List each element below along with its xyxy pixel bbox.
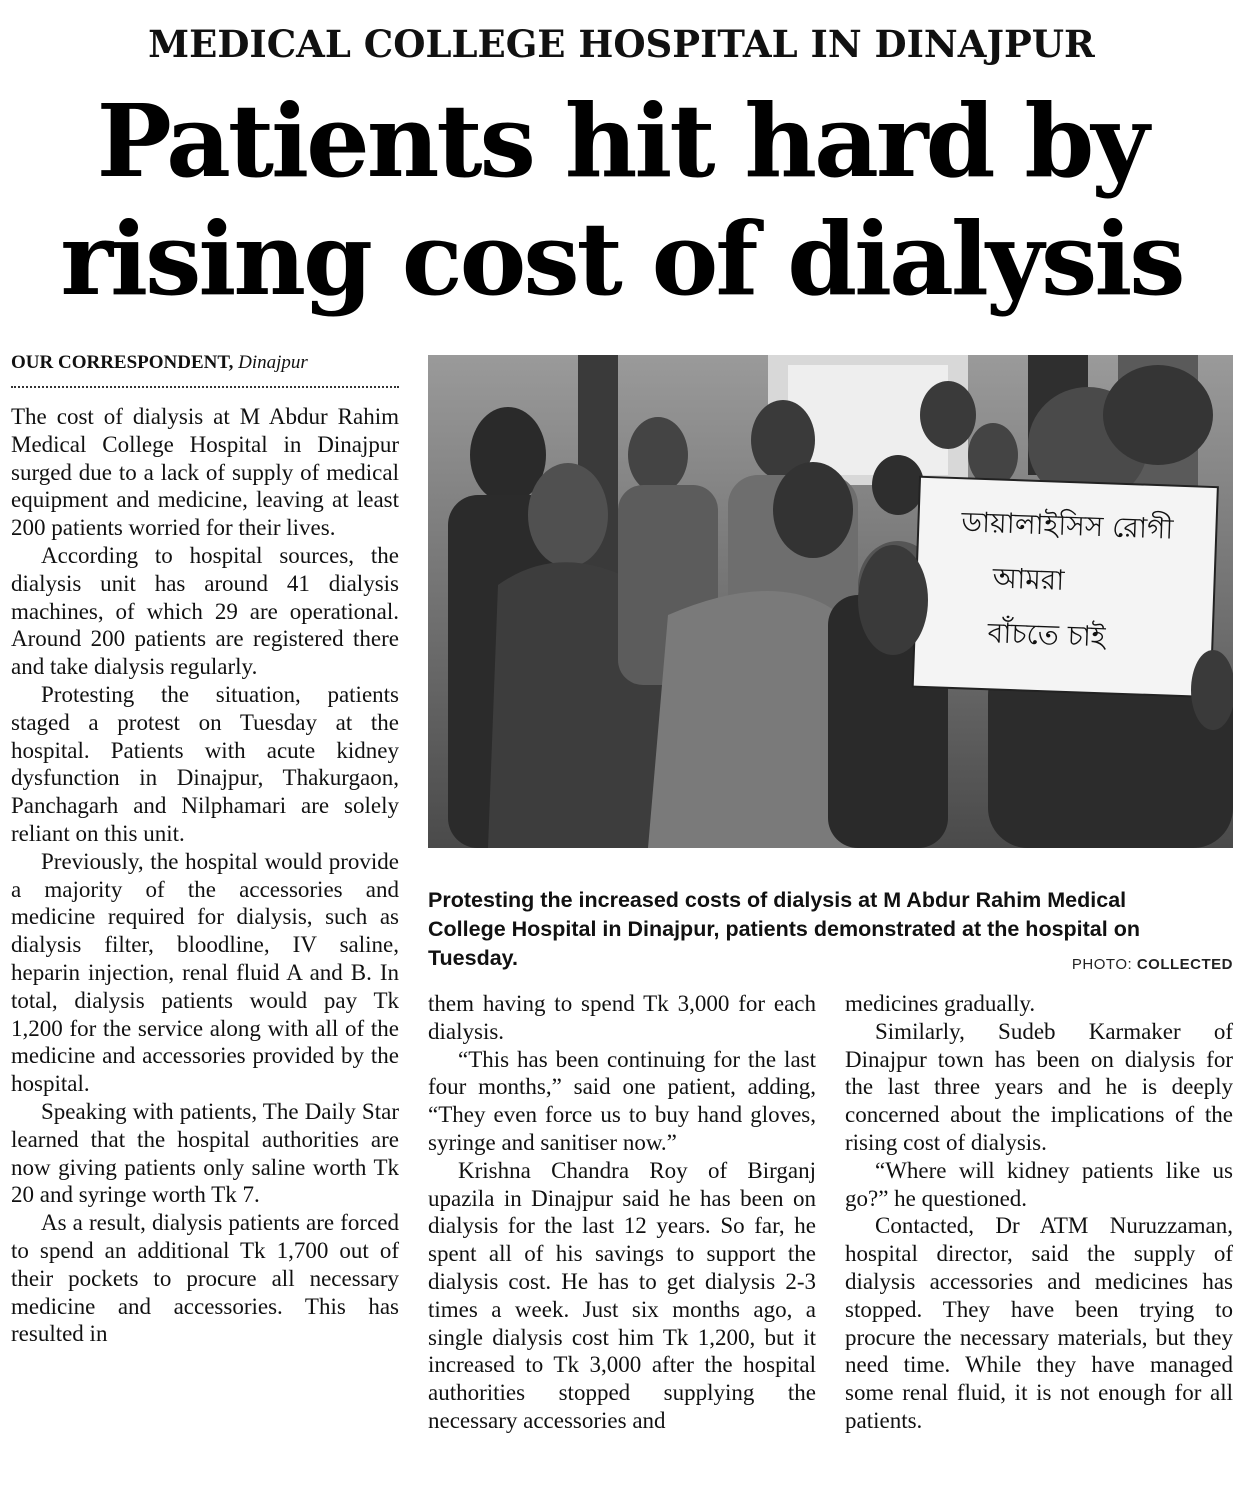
col2-paragraph: “This has been continuing for the last four months,” said one patient, adding, “They even force us to buy hand gloves, syringe and sanitiser now.”	[428, 1046, 816, 1155]
col1-paragraph: Previously, the hospital would provide a majority of the accessories and medicine required for dialysis, such as dialysis filter, bloodline, IV saline, heparin injection, renal fluid A and B. In total, dialysis patients would pay Tk 1,200 for the service along with all of the medicine and accessories provided by the hospital.	[11, 848, 399, 1097]
col3-paragraph: Similarly, Sudeb Karmaker of Dinajpur town has been on dialysis for the last three years and he is deeply concerned about the implications of the rising cost of dialysis.	[845, 1018, 1233, 1155]
news-photo	[428, 355, 1233, 848]
byline	[11, 352, 399, 374]
placard-line-3: বাঁচতে চাই	[987, 616, 1107, 654]
placard-line-1: ডায়ালাইসিস রোগী	[960, 505, 1174, 546]
protest-photo-illustration	[428, 355, 1233, 848]
col1-paragraph: According to hospital sources, the dialysis unit has around 41 dialysis machines, of which 29 are operational. Around 200 patients are registered there and take dialysis regularly.	[11, 542, 399, 680]
col1-paragraph: As a result, dialysis patients are forced to spend an additional Tk 1,700 out of their pockets to procure all necessary medicine and accessories. This has resulted in	[11, 1210, 399, 1347]
headline-line-1: Patients hit hard by	[96, 82, 1147, 200]
column-2	[428, 990, 816, 1435]
col3-paragraph: medicines gradually.	[845, 991, 1036, 1016]
col1-paragraph: Speaking with patients, The Daily Star learned that the hospital authorities are now giving patients only saline worth Tk 20 and syringe worth Tk 7.	[11, 1098, 399, 1208]
byline-name: OUR CORRESPONDENT,	[11, 352, 234, 373]
col1-paragraph: Protesting the situation, patients staged a protest on Tuesday at the hospital. Patients with acute kidney dysfunction in Dinajpur, Thakurgaon, Panchagarh and Nilphamari are solely reliant on this unit.	[11, 681, 399, 846]
photo-credit-source: COLLECTED	[1136, 956, 1233, 973]
column-1	[11, 403, 399, 1348]
col1-paragraph: The cost of dialysis at M Abdur Rahim Medical College Hospital in Dinajpur surged due to a lack of supply of medical equipment and medicine, leaving at least 200 patients worried for their lives.	[11, 404, 399, 541]
col3-paragraph: “Where will kidney patients like us go?” he questioned.	[845, 1157, 1233, 1211]
photo-credit	[1072, 956, 1233, 973]
placard-line-2: আমরা	[992, 561, 1065, 597]
col3-paragraph: Contacted, Dr ATM Nuruzzaman, hospital director, said the supply of dialysis accessories and medicines has stopped. They have been trying to procure the necessary materials, but they need time. While they have managed some renal fluid, it is not enough for all patients.	[845, 1213, 1233, 1433]
headline-line-2: rising cost of dialysis	[60, 200, 1183, 318]
headline	[0, 82, 1243, 318]
column-3	[845, 990, 1233, 1435]
kicker: MEDICAL COLLEGE HOSPITAL IN DINAJPUR	[148, 22, 1095, 66]
col2-paragraph: them having to spend Tk 3,000 for each dialysis.	[428, 991, 816, 1044]
photo-caption: Protesting the increased costs of dialysis at M Abdur Rahim Medical College Hospital in Dinajpur, patients demonstrated at the hospital on Tuesday.	[428, 888, 1140, 970]
byline-place: Dinajpur	[238, 352, 308, 373]
photo-credit-label: PHOTO:	[1071, 956, 1133, 973]
byline-divider	[11, 386, 399, 388]
col2-paragraph: Krishna Chandra Roy of Birganj upazila in Dinajpur said he has been on dialysis for the last 12 years. So far, he spent all of his savings to support the dialysis cost. He has to get dialysis 2-3 times a week. Just six months ago, a single dialysis cost him Tk 1,200, but it increased to Tk 3,000 after the hospital authorities stopped supplying the necessary accessories and	[428, 1157, 816, 1433]
